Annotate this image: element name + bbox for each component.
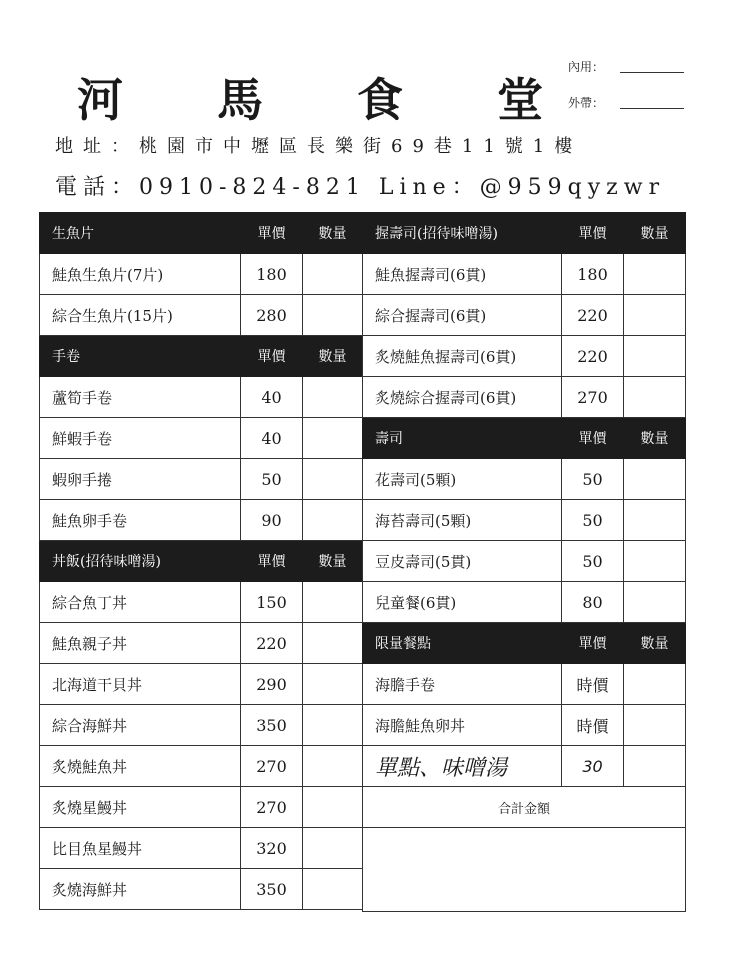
item-price: 270 [241, 787, 303, 828]
menu-row [40, 746, 363, 787]
menu-row [363, 664, 686, 705]
price-header: 單價 [241, 213, 303, 254]
handwritten-item-price: 30 [562, 746, 624, 787]
qty-cell[interactable] [624, 377, 686, 418]
take-out-line [620, 108, 684, 109]
total-row [363, 787, 686, 828]
qty-cell[interactable] [624, 746, 686, 787]
qty-cell[interactable] [303, 500, 363, 541]
menu-row [40, 254, 363, 295]
item-price: 320 [241, 828, 303, 869]
price-header: 單價 [241, 541, 303, 582]
item-price: 時價 [562, 664, 624, 705]
item-price: 50 [562, 541, 624, 582]
qty-header: 數量 [303, 213, 363, 254]
item-price: 180 [241, 254, 303, 295]
item-name: 綜合海鮮丼 [40, 705, 241, 746]
take-out-label: 外帶： [568, 96, 605, 110]
item-name: 蝦卵手捲 [40, 459, 241, 500]
section-header [363, 418, 686, 459]
item-name: 炙燒海鮮丼 [40, 869, 241, 910]
title-char: 食 [357, 73, 403, 127]
item-name: 海苔壽司(5顆) [363, 500, 562, 541]
item-name: 鮭魚生魚片(7片) [40, 254, 241, 295]
total-label: 合計金額 [363, 787, 686, 828]
item-name: 海膽手卷 [363, 664, 562, 705]
item-price: 270 [562, 377, 624, 418]
qty-cell[interactable] [303, 787, 363, 828]
qty-cell[interactable] [303, 582, 363, 623]
qty-header: 數量 [624, 623, 686, 664]
section-header [363, 623, 686, 664]
qty-cell[interactable] [624, 295, 686, 336]
qty-cell[interactable] [303, 869, 363, 910]
item-price: 40 [241, 418, 303, 459]
item-price: 350 [241, 869, 303, 910]
qty-header: 數量 [624, 418, 686, 459]
qty-cell[interactable] [303, 459, 363, 500]
item-name: 綜合握壽司(6貫) [363, 295, 562, 336]
item-price: 180 [562, 254, 624, 295]
qty-cell[interactable] [303, 705, 363, 746]
menu-row [40, 500, 363, 541]
address-line [55, 132, 582, 158]
qty-cell[interactable] [303, 664, 363, 705]
item-price: 280 [241, 295, 303, 336]
section-title: 手卷 [52, 349, 80, 365]
qty-header: 數量 [624, 213, 686, 254]
menu-row [40, 582, 363, 623]
section-title: 丼飯(招待味噌湯) [52, 554, 161, 570]
menu-row [40, 459, 363, 500]
item-price: 時價 [562, 705, 624, 746]
menu-row [40, 623, 363, 664]
item-name: 鮭魚握壽司(6貫) [363, 254, 562, 295]
total-amount-field[interactable] [363, 828, 686, 912]
contact-line [55, 170, 665, 201]
item-name: 兒童餐(6貫) [363, 582, 562, 623]
dine-in-field[interactable] [568, 58, 618, 75]
qty-cell[interactable] [303, 623, 363, 664]
item-name: 海膽鮭魚卵丼 [363, 705, 562, 746]
right-menu-table [362, 212, 686, 912]
item-price: 220 [241, 623, 303, 664]
section-header [40, 213, 363, 254]
qty-cell[interactable] [303, 418, 363, 459]
item-name: 北海道干貝丼 [40, 664, 241, 705]
qty-cell[interactable] [624, 336, 686, 377]
qty-cell[interactable] [303, 254, 363, 295]
item-name: 炙燒鮭魚丼 [40, 746, 241, 787]
section-header [363, 213, 686, 254]
title-char: 堂 [497, 73, 543, 127]
title-char: 河 [77, 73, 123, 127]
restaurant-title [70, 64, 550, 130]
item-name: 炙燒綜合握壽司(6貫) [363, 377, 562, 418]
address-text: 桃園市中壢區長樂街69巷11號1樓 [139, 136, 583, 157]
qty-cell[interactable] [624, 664, 686, 705]
menu-row [40, 295, 363, 336]
menu-row [363, 705, 686, 746]
menu-row [363, 377, 686, 418]
item-price: 220 [562, 295, 624, 336]
item-price: 40 [241, 377, 303, 418]
menu-row [40, 664, 363, 705]
menu-row [40, 418, 363, 459]
item-name: 綜合生魚片(15片) [40, 295, 241, 336]
qty-cell[interactable] [624, 459, 686, 500]
item-name: 鮭魚卵手卷 [40, 500, 241, 541]
qty-cell[interactable] [303, 377, 363, 418]
menu-row [363, 336, 686, 377]
item-name: 炙燒星鰻丼 [40, 787, 241, 828]
title-char: 馬 [217, 73, 263, 127]
menu-row [363, 582, 686, 623]
menu-row [40, 828, 363, 869]
item-name: 豆皮壽司(5貫) [363, 541, 562, 582]
item-name: 炙燒鮭魚握壽司(6貫) [363, 336, 562, 377]
menu-row [40, 705, 363, 746]
qty-header: 數量 [303, 336, 363, 377]
item-price: 290 [241, 664, 303, 705]
menu-row [40, 869, 363, 910]
menu-row [363, 254, 686, 295]
qty-cell[interactable] [624, 254, 686, 295]
menu-row [40, 377, 363, 418]
qty-cell[interactable] [624, 500, 686, 541]
menu-row [363, 295, 686, 336]
section-title: 限量餐點 [375, 636, 431, 652]
item-name: 綜合魚丁丼 [40, 582, 241, 623]
item-price: 50 [241, 459, 303, 500]
take-out-field[interactable] [568, 94, 618, 111]
item-name: 鮮蝦手卷 [40, 418, 241, 459]
handwritten-row [363, 746, 686, 787]
qty-cell[interactable] [303, 295, 363, 336]
section-header [40, 336, 363, 377]
item-price: 50 [562, 459, 624, 500]
qty-cell[interactable] [303, 828, 363, 869]
qty-cell[interactable] [624, 705, 686, 746]
price-header: 單價 [241, 336, 303, 377]
contact-text: 電話：0910-824-821 Line：@959qyzwr [55, 175, 666, 200]
item-price: 270 [241, 746, 303, 787]
menu-row [363, 459, 686, 500]
address-label: 地址： [55, 136, 139, 157]
section-title: 生魚片 [52, 226, 94, 242]
price-header: 單價 [562, 418, 624, 459]
dine-in-line [620, 72, 684, 73]
menu-row [363, 500, 686, 541]
item-name: 花壽司(5顆) [363, 459, 562, 500]
section-title: 握壽司(招待味噌湯) [363, 213, 562, 254]
qty-header: 數量 [303, 541, 363, 582]
qty-cell[interactable] [624, 582, 686, 623]
total-value-row [363, 828, 686, 912]
item-price: 90 [241, 500, 303, 541]
item-price: 220 [562, 336, 624, 377]
qty-cell[interactable] [303, 746, 363, 787]
menu-row [40, 787, 363, 828]
section-title: 壽司 [375, 431, 403, 447]
handwritten-item-name: 單點、味噌湯 [363, 746, 562, 787]
item-name: 蘆筍手卷 [40, 377, 241, 418]
section-header [40, 541, 363, 582]
item-price: 150 [241, 582, 303, 623]
item-price: 350 [241, 705, 303, 746]
item-name: 比目魚星鰻丼 [40, 828, 241, 869]
dine-in-label: 內用： [568, 60, 605, 74]
menu-row [363, 541, 686, 582]
item-price: 80 [562, 582, 624, 623]
price-header: 單價 [562, 623, 624, 664]
price-header: 單價 [562, 213, 624, 254]
item-name: 鮭魚親子丼 [40, 623, 241, 664]
qty-cell[interactable] [624, 541, 686, 582]
left-menu-table [39, 212, 363, 910]
item-price: 50 [562, 500, 624, 541]
